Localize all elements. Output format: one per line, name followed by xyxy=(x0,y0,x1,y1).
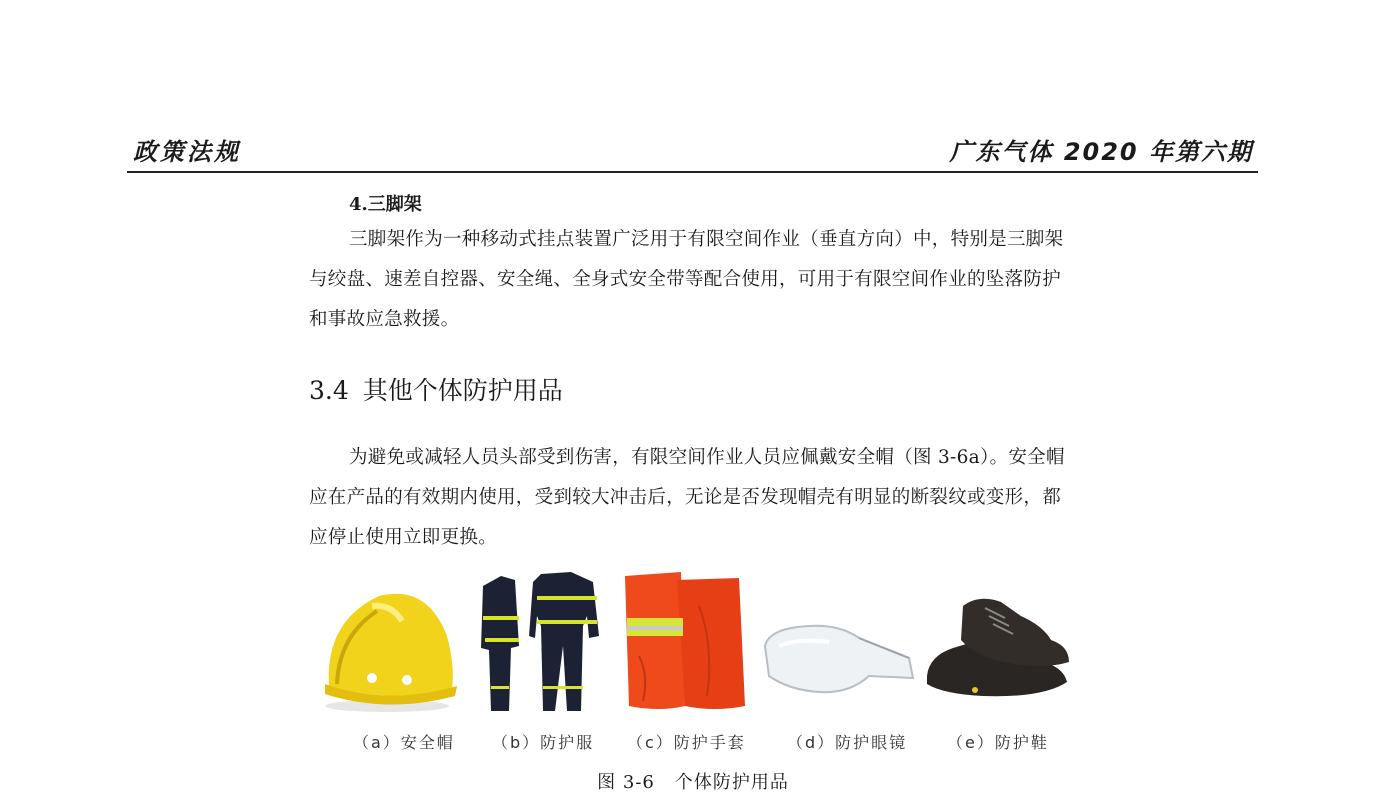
section-number: 3.4 xyxy=(309,376,349,405)
subsection-heading: 4.三脚架 xyxy=(349,194,422,215)
gloves-icon xyxy=(619,566,749,716)
paragraph-helmet: 为避免或减轻人员头部受到伤害，有限空间作业人员应佩戴安全帽（图 3-6a）。安全帽应在产品的有效期内使用，受到较大冲击后，无论是否发现帽壳有明显的断裂纹或变形，都应停止使用立即更换。 xyxy=(309,447,1065,548)
safety-shoes-icon xyxy=(923,566,1073,716)
caption-c: （c）防护手套 xyxy=(627,733,746,752)
figure-title xyxy=(0,768,1386,794)
caption-b: （b）防护服 xyxy=(492,733,595,752)
document-body xyxy=(309,190,1075,558)
figure-title-text: 个体防护用品 xyxy=(674,772,789,793)
caption-a: （a）安全帽 xyxy=(353,733,455,752)
caption-e: （e）防护鞋 xyxy=(947,733,1049,752)
goggles-icon xyxy=(759,566,919,716)
section-heading xyxy=(309,376,1075,406)
caption-d: （d）防护眼镜 xyxy=(787,733,908,752)
figure-captions xyxy=(309,730,1089,754)
section-title-text: 其他个体防护用品 xyxy=(362,376,563,405)
header-journal-issue: 广东气体 2020 年第六期 xyxy=(949,138,1253,166)
helmet-icon xyxy=(317,566,457,716)
figure-images xyxy=(309,566,1089,716)
paragraph-tripod: 三脚架作为一种移动式挂点装置广泛用于有限空间作业（垂直方向）中，特别是三脚架与绞盘、速差自控器、安全绳、全身式安全带等配合使用，可用于有限空间作业的坠落防护和事故应急救援。 xyxy=(309,229,1064,330)
header-divider xyxy=(127,171,1258,173)
figure-label: 图 3-6 xyxy=(597,772,655,793)
header-section-name: 政策法规 xyxy=(133,138,241,166)
protective-suit-icon xyxy=(471,566,601,716)
